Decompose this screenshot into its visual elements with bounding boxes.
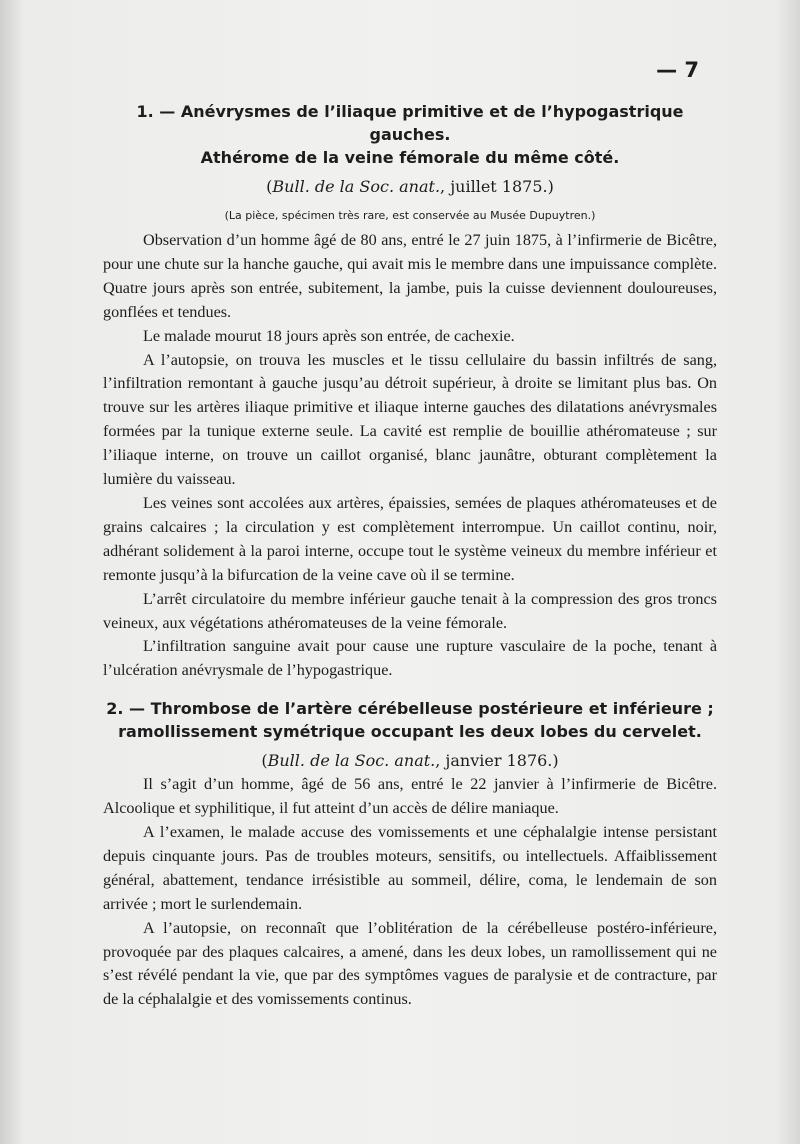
- ref-source: Bull. de la Soc. anat.: [272, 177, 441, 196]
- paragraph: A l’autopsie, on trouva les muscles et le tissu cellulaire du bassin infiltrés de sang, l’infiltration remontant à gauche jusqu’au détroit supérieur, à droite se limitant plus bas. On trouve sur les artères iliaque primitive et iliaque interne gauches des dilatations anévrysmales formées par la tunique externe seule. La cavité est remplie de bouillie athéromateuse ; sur l’iliaque interne, on trouve un caillot organisé, blanc jaunâtre, obturant complètement la lumière du vaisseau.: [103, 350, 717, 489]
- section-2-reference: [103, 749, 717, 773]
- ref-source: Bull. de la Soc. anat.: [267, 751, 436, 771]
- paragraph: Il s’agit d’un homme, âgé de 56 ans, entré le 22 janvier à l’infirmerie de Bicêtre. Alcoolique et syphilitique, il fut atteint d’un accès de délire maniaque.: [103, 775, 717, 818]
- section-1: [103, 100, 717, 683]
- section-1-reference: [103, 175, 717, 199]
- section-2: [103, 697, 717, 1012]
- page-text: [103, 58, 717, 1012]
- section-1-heading-line-2: Athérome de la veine fémorale du même côté.: [200, 148, 620, 167]
- section-1-note: (La pièce, spécimen très rare, est conservée au Musée Dupuytren.): [224, 209, 596, 222]
- section-1-heading-line-1: 1. — Anévrysmes de l’iliaque primitive et de l’hypogastrique gauches.: [136, 102, 684, 144]
- paragraph: L’infiltration sanguine avait pour cause une rupture vasculaire de la poche, tenant à l’ulcération anévrysmale de l’hypogastrique.: [103, 637, 717, 680]
- section-2-heading-line-1: 2. — Thrombose de l’artère cérébelleuse postérieure et inférieure ;: [106, 699, 714, 719]
- ref-date: , janvier 1876.): [435, 751, 559, 771]
- ref-date: , juillet 1875.): [440, 177, 554, 196]
- page-number: — 7: [656, 58, 699, 82]
- ref-open: (: [266, 177, 273, 196]
- paragraph: A l’autopsie, on reconnaît que l’oblitération de la cérébelleuse postéro-inférieure, provoquée par des plaques calcaires, a amené, dans les deux lobes, un ramollissement qui ne s’est révélé pendant la vie, que par des symptômes vagues de paralysie et de contracture, par de la céphalalgie et des vomissements continus.: [103, 918, 717, 1009]
- paragraph: A l’examen, le malade accuse des vomissements et une céphalalgie intense persistant depuis cinquante jours. Pas de troubles moteurs, sensitifs, ou intellectuels. Affaiblissement général, abattement, tendance irrésistible au sommeil, délire, coma, le lendemain de son arrivée ; mort le surlendemain.: [103, 823, 717, 913]
- section-2-heading-line-2: ramollissement symétrique occupant les deux lobes du cervelet.: [118, 722, 702, 742]
- paragraph: Observation d’un homme âgé de 80 ans, entré le 27 juin 1875, à l’infirmerie de Bicêtre, pour une chute sur la hanche gauche, qui avait mis le membre dans une impuissance complète. Quatre jours après son entrée, subitement, la jambe, puis la cuisse deviennent douloureuses, gonflées et tendues.: [103, 231, 717, 321]
- paragraph: Le malade mourut 18 jours après son entrée, de cachexie.: [143, 326, 515, 345]
- paragraph: L’arrêt circulatoire du membre inférieur gauche tenait à la compression des gros troncs veineux, aux végétations athéromateuses de la veine fémorale.: [103, 589, 717, 632]
- paragraph: Les veines sont accolées aux artères, épaissies, semées de plaques athéromateuses et de grains calcaires ; la circulation y est complètement interrompue. Un caillot continu, noir, adhérant solidement à la paroi interne, occupe tout le système veineux du membre inférieur et remonte jusqu’à la bifurcation de la veine cave où il se termine.: [103, 493, 717, 584]
- ref-open: (: [261, 751, 268, 771]
